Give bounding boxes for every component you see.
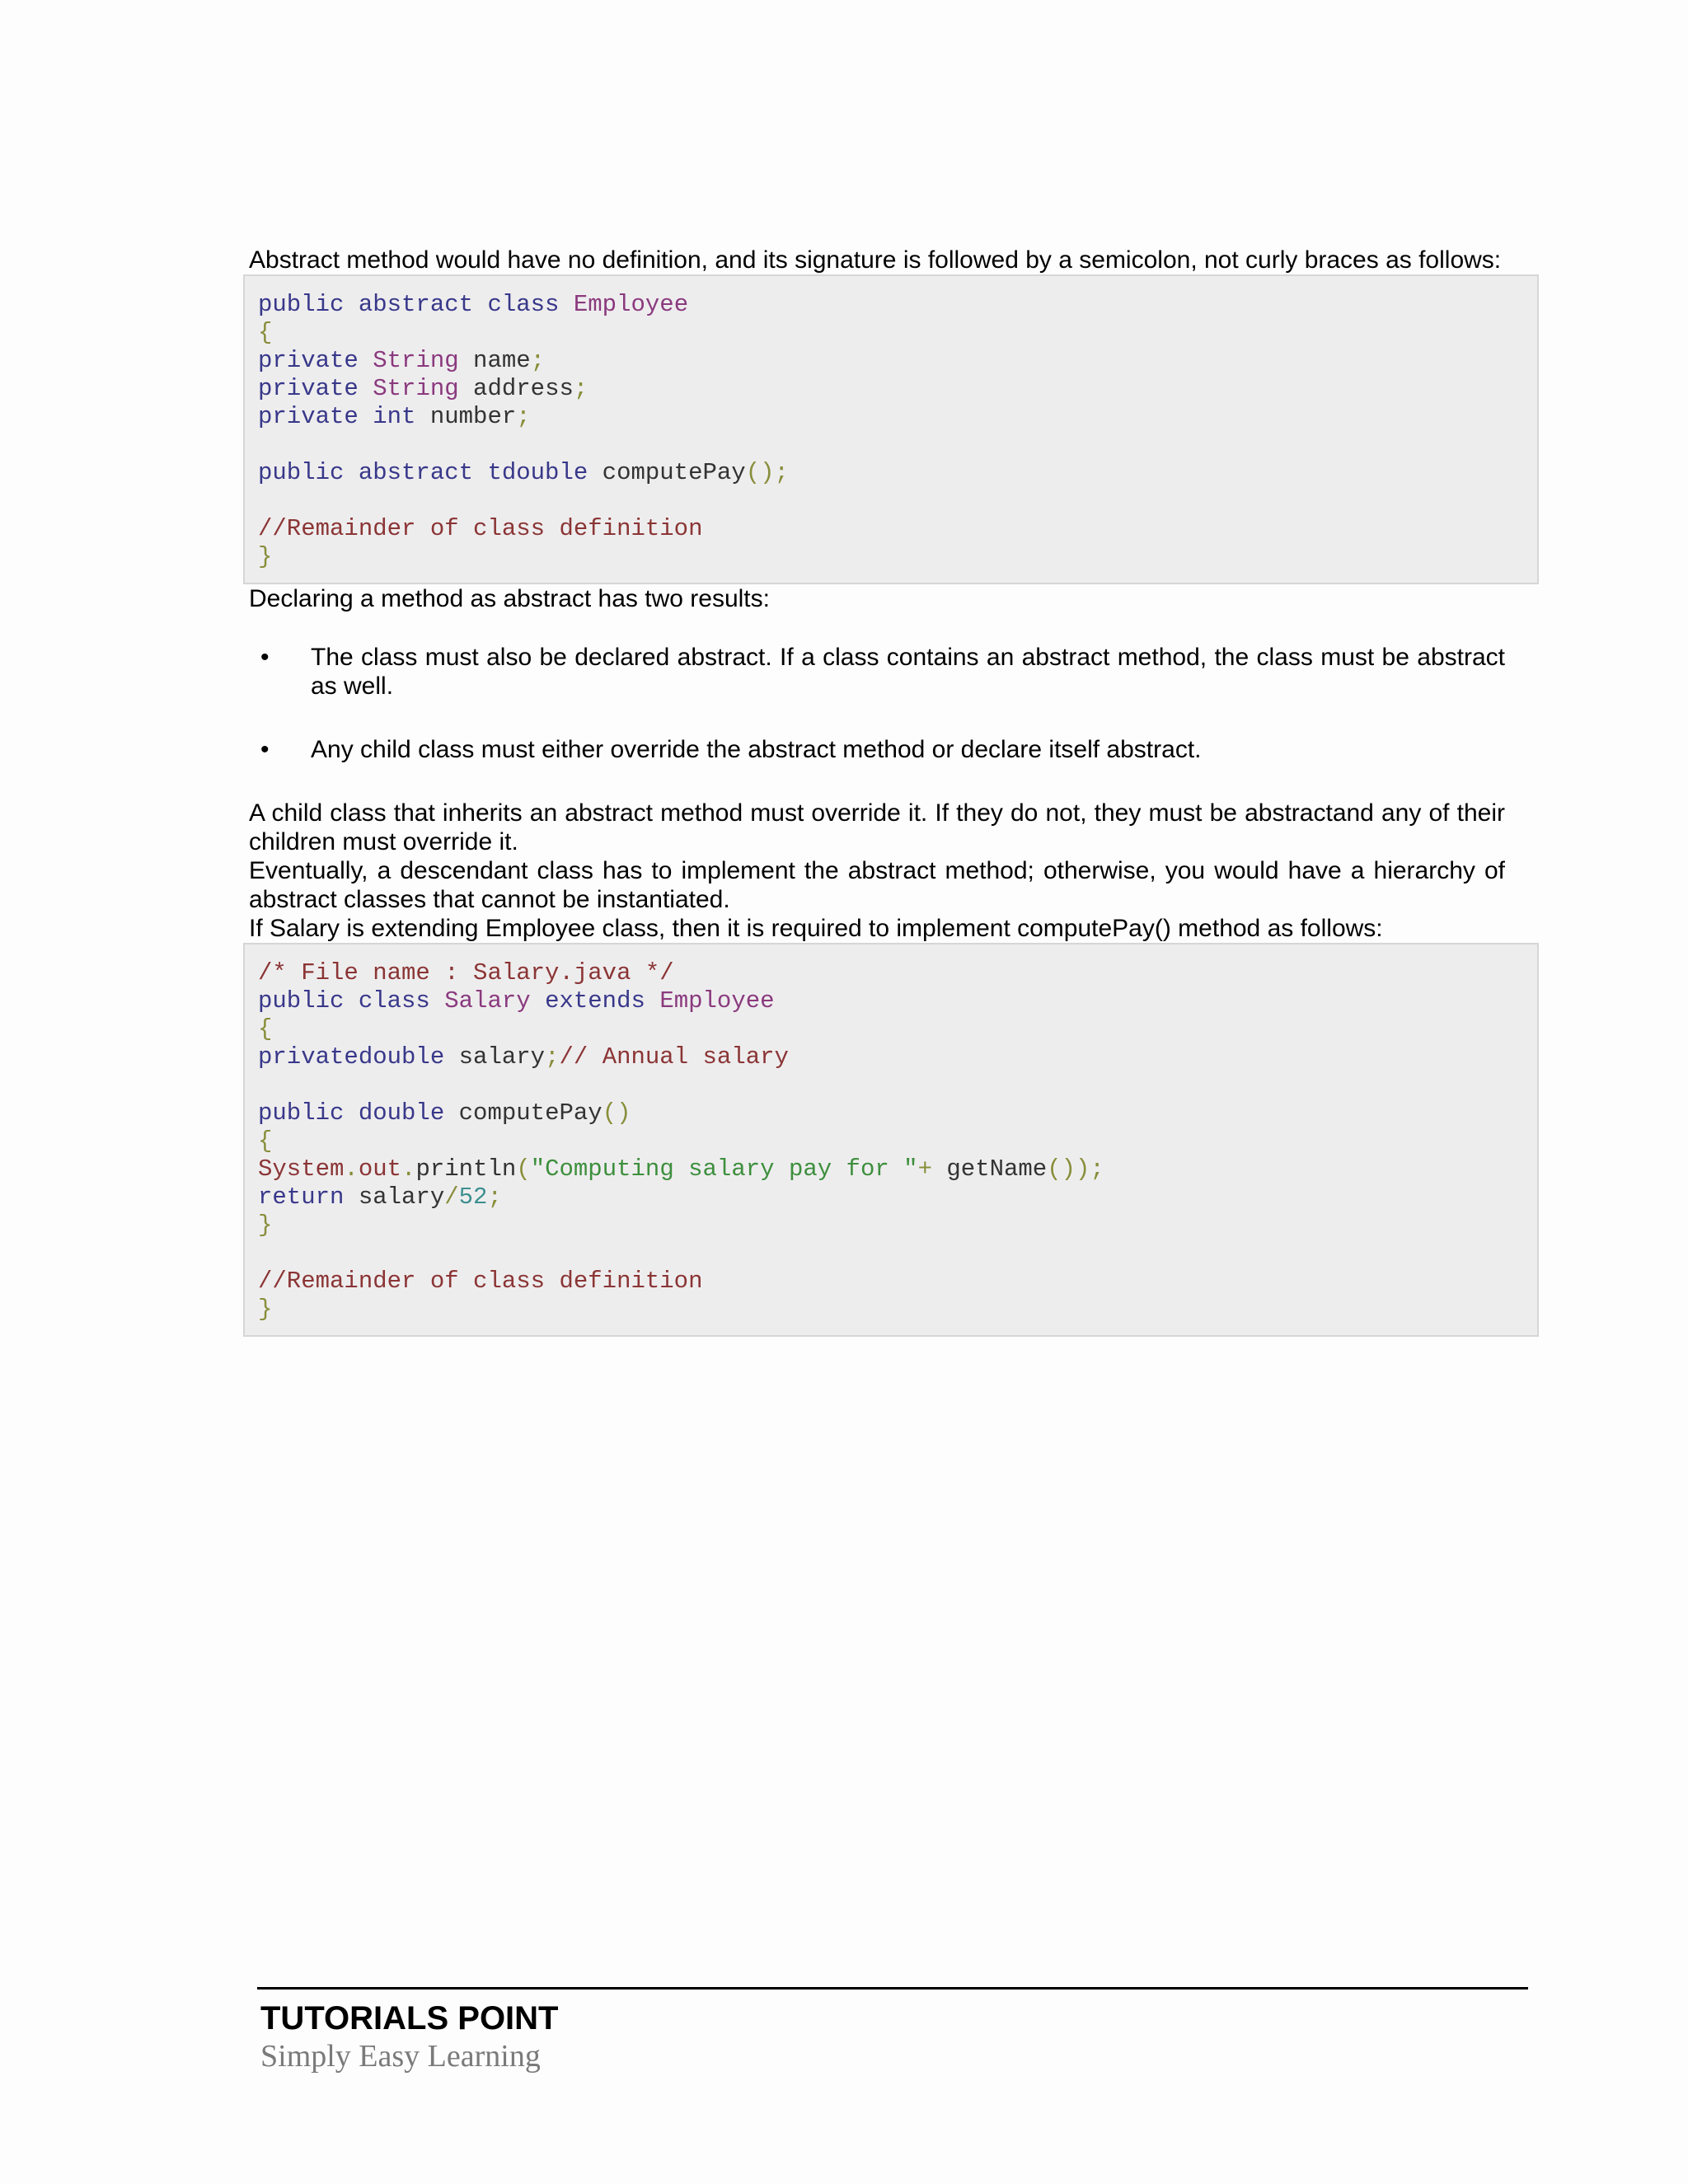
intro-paragraph: Abstract method would have no definition, and its signature is followed by a semicolon, not curly braces as follows: [249, 246, 1502, 274]
code-block-employee [243, 274, 1539, 584]
code-identifier: salary [444, 1043, 546, 1071]
paragraph-inherit: A child class that inherits an abstract method must override it. If they do not, they must be abstractand any of their children must override it. [249, 799, 1505, 855]
code-punct: ()); [1047, 1155, 1104, 1183]
code-line [258, 1127, 1524, 1155]
code-punct: . [401, 1155, 416, 1183]
code-comment: //Remainder of class definition [258, 515, 703, 542]
code-line [258, 347, 1524, 375]
code-line [258, 987, 1524, 1015]
code-identifier: getName [931, 1155, 1048, 1183]
code-line [258, 459, 1524, 487]
bullet-icon: • [260, 736, 270, 763]
code-blank-line [258, 1071, 1524, 1099]
code-punct: . [344, 1155, 359, 1183]
code-line [258, 1212, 1524, 1240]
code-field-ref: out [358, 1155, 402, 1183]
code-identifier: salary [344, 1183, 445, 1211]
code-line [258, 403, 1524, 431]
code-keyword: public class [258, 987, 445, 1015]
code-punct: ; [545, 1043, 560, 1071]
code-identifier: name [458, 347, 531, 374]
code-punct: { [258, 1015, 273, 1043]
code-punct: () [602, 1099, 631, 1127]
code-keyword: extends [530, 987, 660, 1015]
code-line [258, 543, 1524, 571]
code-keyword: public abstract tdouble [258, 459, 588, 486]
list-item-text: Any child class must either override the abstract method or declare itself abstract. [311, 736, 1202, 763]
code-identifier: number [415, 403, 517, 430]
code-line [258, 1015, 1524, 1043]
code-punct: { [258, 1127, 273, 1155]
code-line [258, 959, 1524, 987]
bullet-icon: • [260, 644, 270, 671]
code-punct: ; [487, 1183, 502, 1211]
code-line [258, 1296, 1524, 1324]
results-list [249, 643, 1523, 764]
code-string: "Computing salary pay for " [530, 1155, 918, 1183]
code-line [258, 319, 1524, 347]
code-class-ref: System [258, 1155, 345, 1183]
code-blank-line [258, 1240, 1524, 1268]
code-punct: } [258, 543, 273, 570]
code-type: Salary [444, 987, 531, 1015]
code-type: String [373, 347, 459, 374]
code-line [258, 1183, 1524, 1212]
code-punct: ; [516, 403, 531, 430]
code-identifier: computePay [588, 459, 746, 486]
code-type: String [373, 375, 459, 402]
paragraph-eventually: Eventually, a descendant class has to implement the abstract method; otherwise, you would have a hierarchy of abstract classes that cannot be instantiated. [249, 857, 1505, 913]
code-block-salary [243, 943, 1539, 1337]
code-line [258, 375, 1524, 403]
code-type: Employee [573, 291, 689, 318]
code-blank-line [258, 431, 1524, 459]
footer-tagline: Simply Easy Learning [260, 2039, 541, 2074]
code-line [258, 1099, 1524, 1127]
code-punct: ; [573, 375, 588, 402]
code-comment: //Remainder of class definition [258, 1268, 703, 1295]
code-punct: } [258, 1212, 273, 1239]
code-punct: + [917, 1155, 932, 1183]
code-blank-line [258, 487, 1524, 515]
code-keyword: private [258, 347, 373, 374]
code-keyword: private [258, 375, 373, 402]
code-punct: / [444, 1183, 459, 1211]
code-line [258, 515, 1524, 543]
paragraph-salary: If Salary is extending Employee class, then it is required to implement computePay() method as follows: [249, 915, 1383, 942]
footer-brand: TUTORIALS POINT [260, 2000, 559, 2036]
code-identifier: println [415, 1155, 517, 1183]
code-keyword: privatedouble [258, 1043, 445, 1071]
code-punct: ; [530, 347, 546, 374]
code-comment: // Annual salary [559, 1043, 789, 1071]
list-item [249, 735, 1523, 764]
results-intro: Declaring a method as abstract has two results: [249, 585, 770, 612]
code-identifier: computePay [444, 1099, 603, 1127]
code-type: Employee [659, 987, 775, 1015]
code-keyword: public abstract class [258, 291, 574, 318]
list-item [249, 643, 1523, 701]
code-line [258, 1268, 1524, 1296]
code-punct: (); [745, 459, 789, 486]
page-footer [257, 1987, 1528, 2075]
code-identifier: address [458, 375, 574, 402]
code-punct: ( [516, 1155, 531, 1183]
code-comment: /* File name : Salary.java */ [258, 959, 674, 987]
code-punct: } [258, 1296, 273, 1323]
code-line [258, 1155, 1524, 1183]
code-punct: { [258, 319, 273, 346]
list-item-text: The class must also be declared abstract. If a class contains an abstract method, the class must be abstract as well. [311, 644, 1505, 700]
page-content [249, 246, 1523, 1337]
code-number: 52 [458, 1183, 488, 1211]
code-keyword: return [258, 1183, 345, 1211]
code-keyword: private int [258, 403, 416, 430]
code-line [258, 1043, 1524, 1071]
code-keyword: public double [258, 1099, 445, 1127]
footer-divider [257, 1987, 1528, 1990]
code-line [258, 291, 1524, 319]
